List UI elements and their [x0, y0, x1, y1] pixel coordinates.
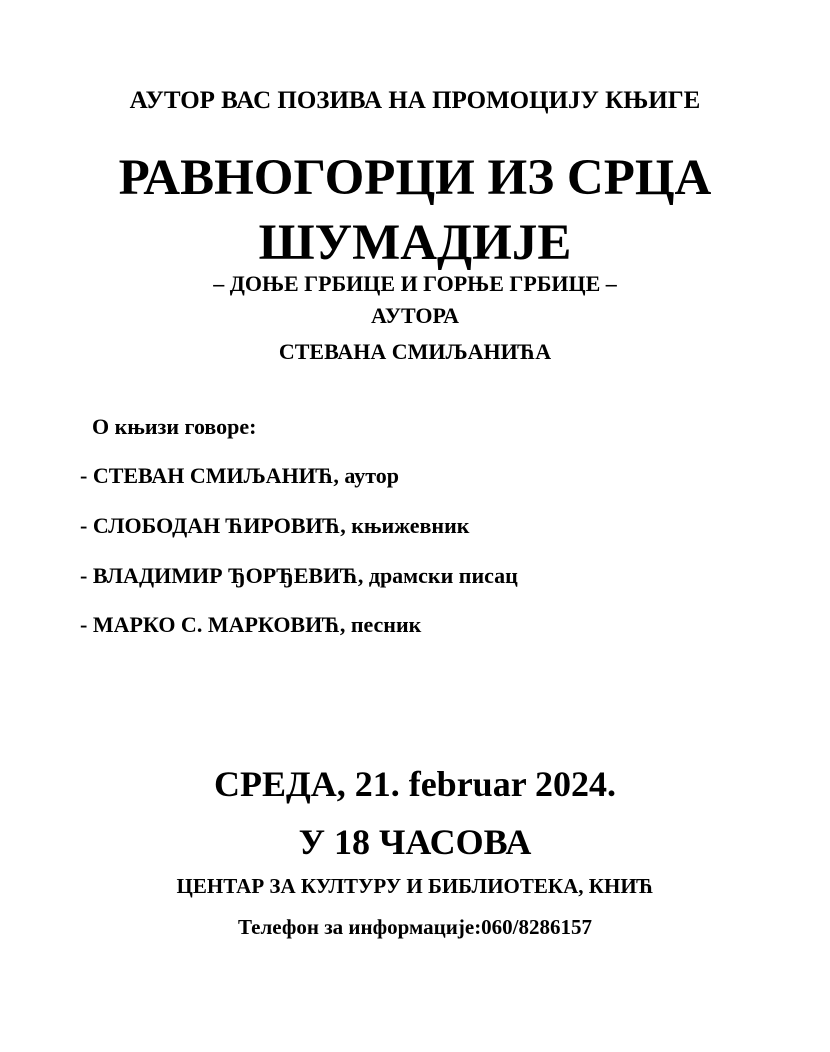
event-venue: ЦЕНТАР ЗА КУЛТУРУ И БИБЛИОТЕКА, КНИЋ: [176, 874, 654, 898]
speaker-name: - МАРКО С. МАРКОВИЋ: [80, 612, 340, 637]
author-label: АУТОРА: [370, 303, 460, 328]
speaker-item: [80, 465, 399, 487]
speaker-item: [80, 565, 518, 587]
speaker-role: , драмски писац: [357, 563, 518, 588]
author-name: СТЕВАНА СМИЉАНИЋА: [278, 339, 552, 364]
book-subtitle: – ДОЊЕ ГРБИЦЕ И ГОРЊЕ ГРБИЦЕ –: [213, 271, 617, 296]
contact-phone: Телефон за информације:060/8286157: [237, 915, 593, 939]
book-title-line1: РАВНОГОРЦИ ИЗ СРЦА: [118, 150, 712, 206]
speaker-name: - СТЕВАН СМИЉАНИЋ: [80, 463, 334, 488]
speaker-item: [80, 515, 469, 537]
invitation-text: АУТОР ВАС ПОЗИВА НА ПРОМОЦИЈУ КЊИГЕ: [129, 87, 701, 114]
speaker-role: , песник: [339, 612, 422, 637]
speaker-role: , аутор: [333, 463, 400, 488]
book-title-line2: ШУМАДИЈЕ: [258, 215, 572, 271]
speakers-heading: О књизи говоре:: [92, 414, 257, 439]
speaker-role: , књижевник: [340, 513, 470, 538]
event-date: СРЕДА, 21. februar 2024.: [213, 764, 617, 804]
speaker-item: [80, 614, 421, 636]
speaker-name: - ВЛАДИМИР ЂОРЂЕВИЋ: [80, 563, 358, 588]
event-time: У 18 ЧАСОВА: [298, 822, 532, 862]
speaker-name: - СЛОБОДАН ЋИРОВИЋ: [80, 513, 341, 538]
